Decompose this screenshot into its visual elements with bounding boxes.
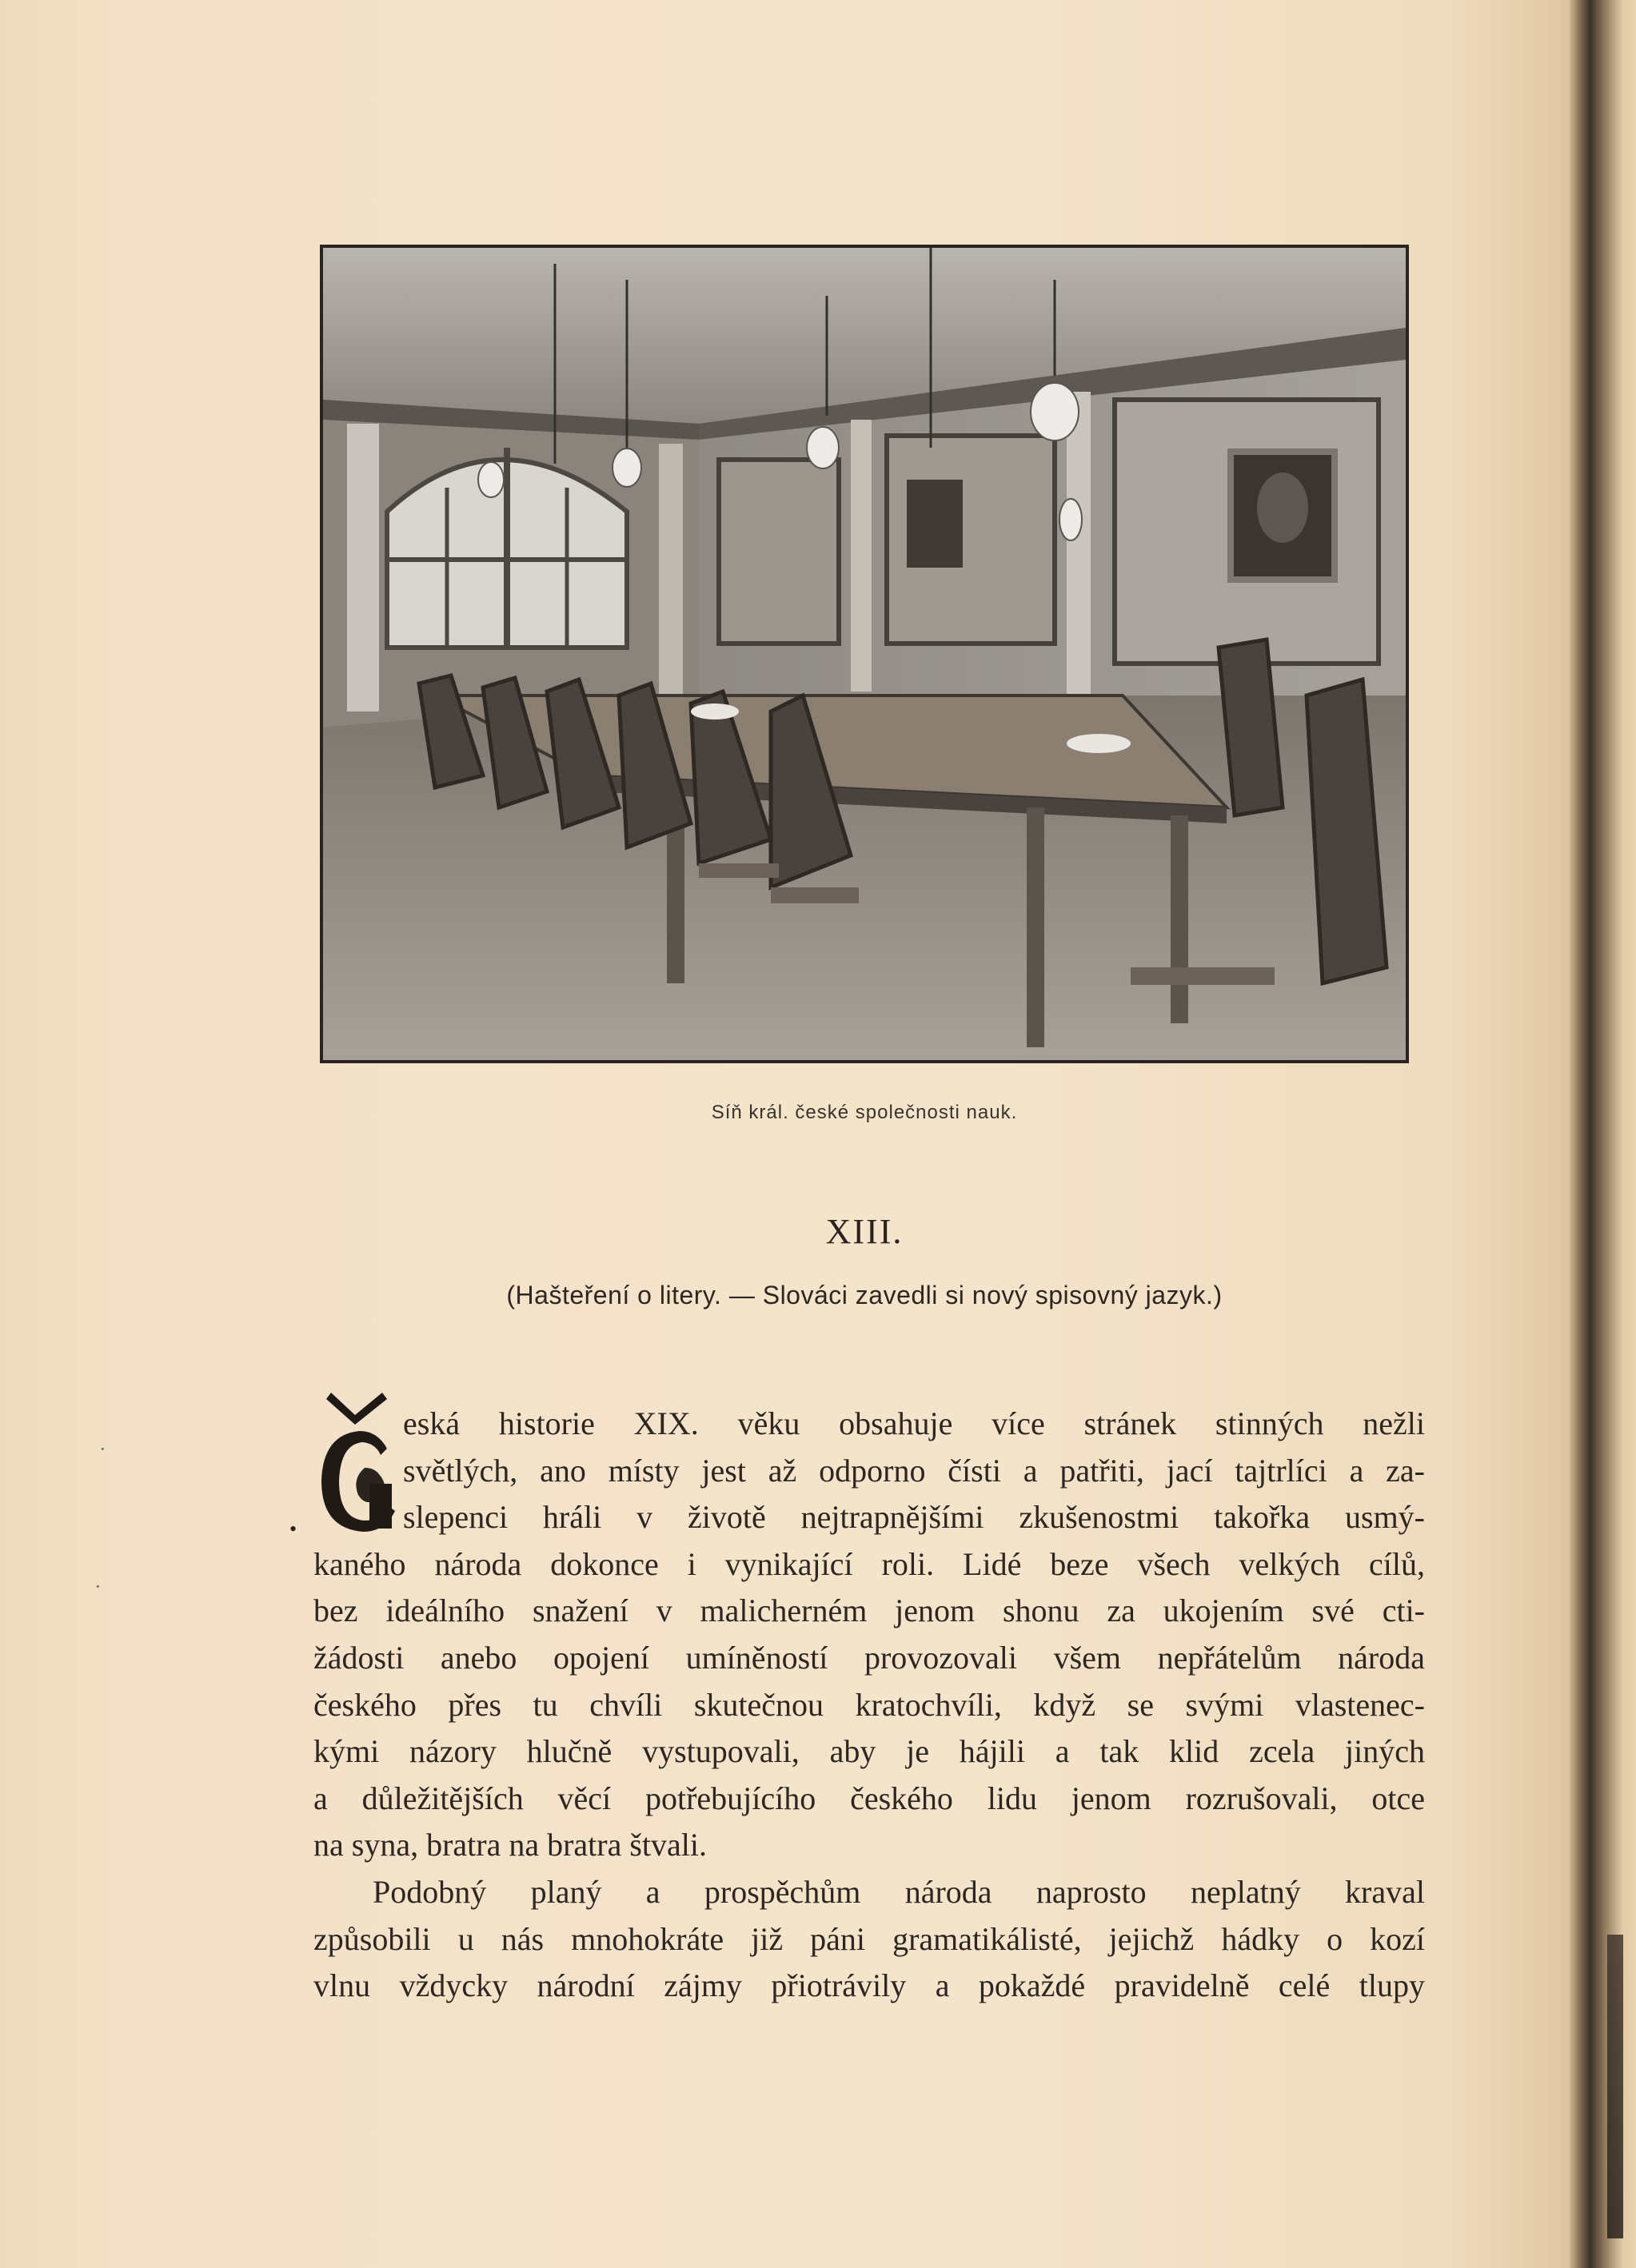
text-line: světlých, ano místy jest až odporno čísti a patřiti, jací tajtrlíci a za-	[403, 1452, 1425, 1489]
text-line: bez ideálního snažení v malicherném jenom shonu za ukojením své cti-	[313, 1592, 1425, 1629]
gutter-shadow	[1607, 1935, 1623, 2238]
chapter-subtitle: (Hašteření o litery. — Slováci zavedli si nový spisovný jazyk.)	[506, 1281, 1223, 1309]
book-gutter	[1569, 0, 1636, 2268]
hall-photo-drawing	[323, 248, 1406, 1060]
chapter-number: XIII.	[825, 1212, 904, 1251]
text-line: eská historie XIX. věku obsahuje více stránek stinných nežli	[403, 1405, 1425, 1441]
text-line: na syna, bratra na bratra štvali.	[313, 1827, 708, 1863]
margin-speck: ·	[99, 1437, 106, 1461]
text-line: a důležitějších věcí potřebujícího českého lidu jenom rozrušovali, otce	[313, 1780, 1425, 1816]
text-line: kými názory hlučně vystupovali, aby je hájili a tak klid zcela jiných	[313, 1733, 1425, 1770]
text-line: českého přes tu chvíli skutečnou kratochvíli, když se svými vlastenec-	[313, 1686, 1425, 1723]
text-line: žádosti anebo opojení umíněností provozovali všem nepřátelům národa	[313, 1639, 1425, 1676]
margin-speck: ·	[94, 1575, 102, 1598]
margin-speck: •	[289, 1517, 297, 1541]
text-line: slepenci hráli v životě nejtrapnějšími zkušenostmi takořka usmý-	[403, 1499, 1425, 1536]
text-line: vlnu vždycky národní zájmy přiotrávily a pokaždé pravidelně celé tlupy	[313, 1967, 1425, 2004]
text-line: způsobili u nás mnohokráte již páni gramatikálisté, jejichž hádky o kozí	[313, 1920, 1425, 1957]
hall-photograph	[320, 245, 1409, 1063]
text-line: kaného národa dokonce i vynikající roli. Lidé beze všech velkých cílů,	[313, 1545, 1425, 1582]
dropcap-text: Č	[349, 1474, 355, 1483]
photo-caption: Síň král. české společnosti nauk.	[711, 1102, 1018, 1123]
body-text	[313, 1401, 1425, 2010]
text-line: Podobný planý a prospěchům národa naprosto neplatný kraval	[373, 1873, 1425, 1910]
